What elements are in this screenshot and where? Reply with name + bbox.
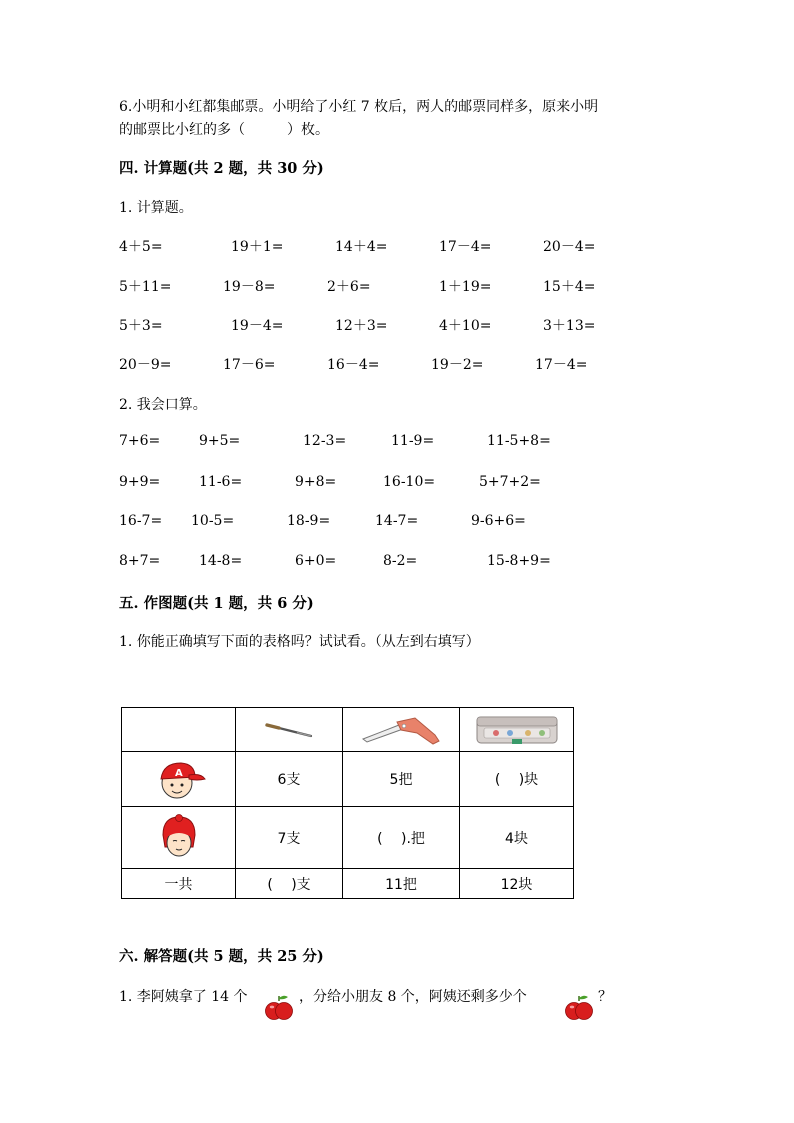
mental-item: 6+0= <box>295 553 337 569</box>
calc-item: 17－6= <box>223 357 276 373</box>
calc-item: 17－4= <box>439 239 492 255</box>
section-6-q1-text3: ？ <box>598 989 612 1005</box>
section-6-q1-text1: 1. 李阿姨拿了 14 个 <box>119 989 248 1005</box>
question-6 <box>119 96 679 142</box>
table-avatar-cell <box>122 752 236 807</box>
table-cell: 7支 <box>236 807 343 869</box>
table-row-boy <box>122 752 574 807</box>
mental-item: 5+7+2= <box>479 474 541 490</box>
mental-item: 12-3= <box>303 433 347 449</box>
table-avatar-cell <box>122 807 236 869</box>
mental-item: 14-8= <box>199 553 243 569</box>
table-cell: 11把 <box>343 869 460 899</box>
section-5-q1-title: 1. 你能正确填写下面的表格吗？试试看。（从左到右填写） <box>119 634 480 650</box>
table-cell: 6支 <box>236 752 343 807</box>
table-cell: ( )支 <box>236 869 343 899</box>
calc-item: 20－4= <box>543 239 596 255</box>
mental-item: 10-5= <box>191 513 235 529</box>
calc-item: 17－4= <box>535 357 588 373</box>
calc-item: 16－4= <box>327 357 380 373</box>
apple-icon <box>264 994 294 1022</box>
mental-item: 8-2= <box>383 553 418 569</box>
calc-item: 19－4= <box>231 318 284 334</box>
calc-item: 19－2= <box>431 357 484 373</box>
table-header-row <box>122 708 574 752</box>
calc-item: 1＋19= <box>439 279 492 295</box>
mental-item: 11-5+8= <box>487 433 551 449</box>
table-total-label: 一共 <box>122 869 236 899</box>
mental-item: 9+9= <box>119 474 161 490</box>
mental-item: 11-6= <box>199 474 243 490</box>
calc-item: 4＋10= <box>439 318 492 334</box>
folding-knife-icon <box>359 713 443 747</box>
fill-in-table <box>121 707 574 899</box>
table-row-total <box>122 869 574 899</box>
mental-item: 15-8+9= <box>487 553 551 569</box>
table-cell: 5把 <box>343 752 460 807</box>
pen-icon <box>263 719 315 741</box>
calc-item: 15＋4= <box>543 279 596 295</box>
table-header-pencil-case <box>460 708 574 752</box>
mental-item: 11-9= <box>391 433 435 449</box>
svg-text:A: A <box>174 768 183 779</box>
calc-item: 12＋3= <box>335 318 388 334</box>
section-4-q2-title: 2. 我会口算。 <box>119 397 207 413</box>
mental-item: 8+7= <box>119 553 161 569</box>
mental-item: 14-7= <box>375 513 419 529</box>
table-cell: ( ).把 <box>343 807 460 869</box>
table-cell: 4块 <box>460 807 574 869</box>
mental-item: 16-7= <box>119 513 163 529</box>
question-6-line2: 的邮票比小红的多（ ）枚。 <box>119 122 329 138</box>
apple-icon <box>564 994 594 1022</box>
calc-item: 19－8= <box>223 279 276 295</box>
calc-item: 5＋3= <box>119 318 163 334</box>
calc-item: 3＋13= <box>543 318 596 334</box>
calc-item: 5＋11= <box>119 279 172 295</box>
table-cell: ( )块 <box>460 752 574 807</box>
calc-item: 20－9= <box>119 357 172 373</box>
section-4-title: 四. 计算题(共 2 题，共 30 分) <box>119 160 324 177</box>
boy-cap-icon <box>151 757 207 801</box>
table-header-knife <box>343 708 460 752</box>
section-4-q1-title: 1. 计算题。 <box>119 200 193 216</box>
question-6-line1: 6.小明和小红都集邮票。小明给了小红 7 枚后，两人的邮票同样多，原来小明 <box>119 99 599 115</box>
calc-item: 2＋6= <box>327 279 371 295</box>
mental-item: 9-6+6= <box>471 513 526 529</box>
calc-item: 14＋4= <box>335 239 388 255</box>
calc-item: 4＋5= <box>119 239 163 255</box>
table-header-pen <box>236 708 343 752</box>
mental-item: 18-9= <box>287 513 331 529</box>
section-5-title: 五. 作图题(共 1 题，共 6 分) <box>119 595 314 612</box>
table-cell: 12块 <box>460 869 574 899</box>
pencil-case-icon <box>474 713 560 747</box>
section-6-title: 六. 解答题(共 5 题，共 25 分) <box>119 948 324 965</box>
girl-icon <box>157 813 201 863</box>
calc-item: 19＋1= <box>231 239 284 255</box>
mental-item: 16-10= <box>383 474 436 490</box>
mental-item: 7+6= <box>119 433 161 449</box>
table-row-girl <box>122 807 574 869</box>
mental-item: 9+5= <box>199 433 241 449</box>
mental-item: 9+8= <box>295 474 337 490</box>
table-corner-cell <box>122 708 236 752</box>
section-6-q1-text2: ，分给小朋友 8 个，阿姨还剩多少个 <box>299 989 527 1005</box>
